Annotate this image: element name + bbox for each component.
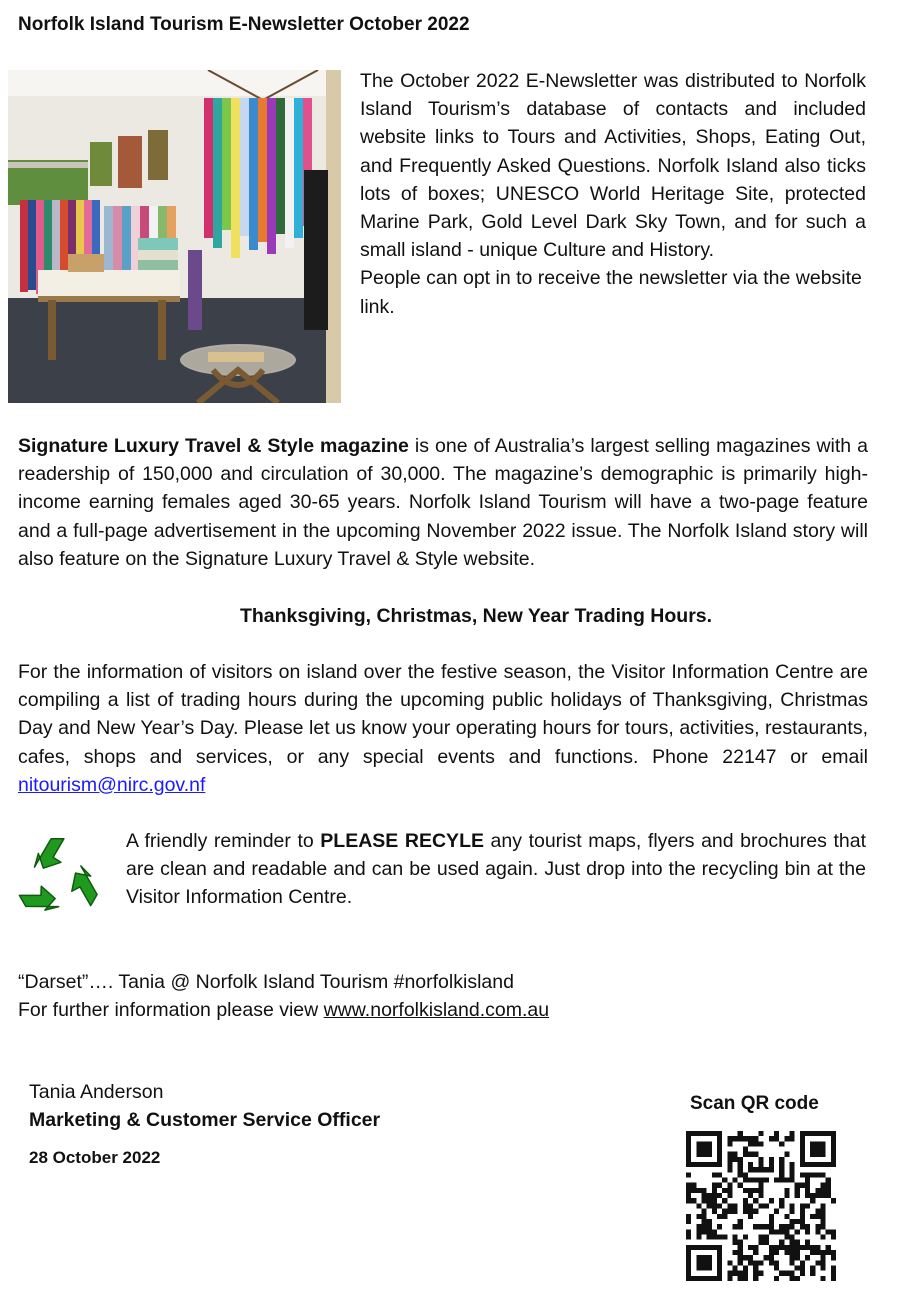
signature-luxury-paragraph	[18, 432, 868, 573]
magazine-description: is one of Australia’s largest selling magazines with a readership of 150,000 and circulation of 30,000. The magazine’s demographic is primarily high-income earning females aged 30-65 years. Norfolk Island Tourism will have a two-page feature and a full-page advertisement in the upcoming November 2022 issue. The Norfolk Island story will also feature on the Signature Luxury Travel & Style website.	[18, 435, 868, 570]
further-info-text: For further information please view	[18, 999, 324, 1022]
recycle-before: A friendly reminder to	[126, 830, 321, 852]
magazine-name: Signature Luxury Travel & Style magazine	[18, 435, 409, 457]
intro-body: The October 2022 E-Newsletter was distributed to Norfolk Island Tourism’s database of contacts and included website links to Tours and Activities, Shops, Eating Out, and Frequently Asked Questions. Norfolk Island also ticks lots of boxes; UNESCO World Heritage Site, protected Marine Park, Gold Level Dark Sky Town, and for such a small island - unique Culture and History.	[360, 70, 866, 262]
signoff-name: Tania Anderson	[29, 1081, 164, 1103]
email-link[interactable]: nitourism@nirc.gov.nf	[18, 773, 206, 796]
recycle-icon	[8, 826, 108, 924]
recycle-reminder	[126, 827, 866, 912]
intro-paragraph	[360, 67, 866, 321]
boutique-photo	[8, 70, 341, 403]
intro-opt-in: People can opt in to receive the newsletter via the website link.	[360, 267, 862, 318]
website-link[interactable]: www.norfolkisland.com.au	[323, 999, 550, 1022]
darset-line: “Darset”…. Tania @ Norfolk Island Tourism #norfolkisland	[18, 971, 514, 993]
trading-hours-body: For the information of visitors on island over the festive season, the Visitor Information Centre are compiling a list of trading hours during the upcoming public holidays of Thanksgiving, Christmas Day and New Year’s Day. Please let us know your operating hours for tours, activities, restaurants, cafes, shops and services, or any special events and functions. Phone 22147 or email	[18, 661, 868, 768]
signoff-date: 28 October 2022	[29, 1148, 161, 1167]
qr-code[interactable]	[686, 1131, 836, 1281]
newsletter-title: Norfolk Island Tourism E-Newsletter October 2022	[18, 14, 470, 35]
closing-section	[18, 968, 868, 1024]
recycle-emphasis: PLEASE RECYLE	[320, 830, 484, 852]
signoff-role: Marketing & Customer Service Officer	[29, 1109, 381, 1131]
trading-hours-heading: Thanksgiving, Christmas, New Year Trading Hours.	[239, 605, 713, 627]
qr-label: Scan QR code	[690, 1093, 819, 1114]
trading-hours-paragraph	[18, 658, 868, 799]
recycle-after: any tourist maps, flyers and brochures that are clean and readable and can be used again. Just drop into the recycling bin at the Visitor Information Centre.	[126, 830, 866, 909]
